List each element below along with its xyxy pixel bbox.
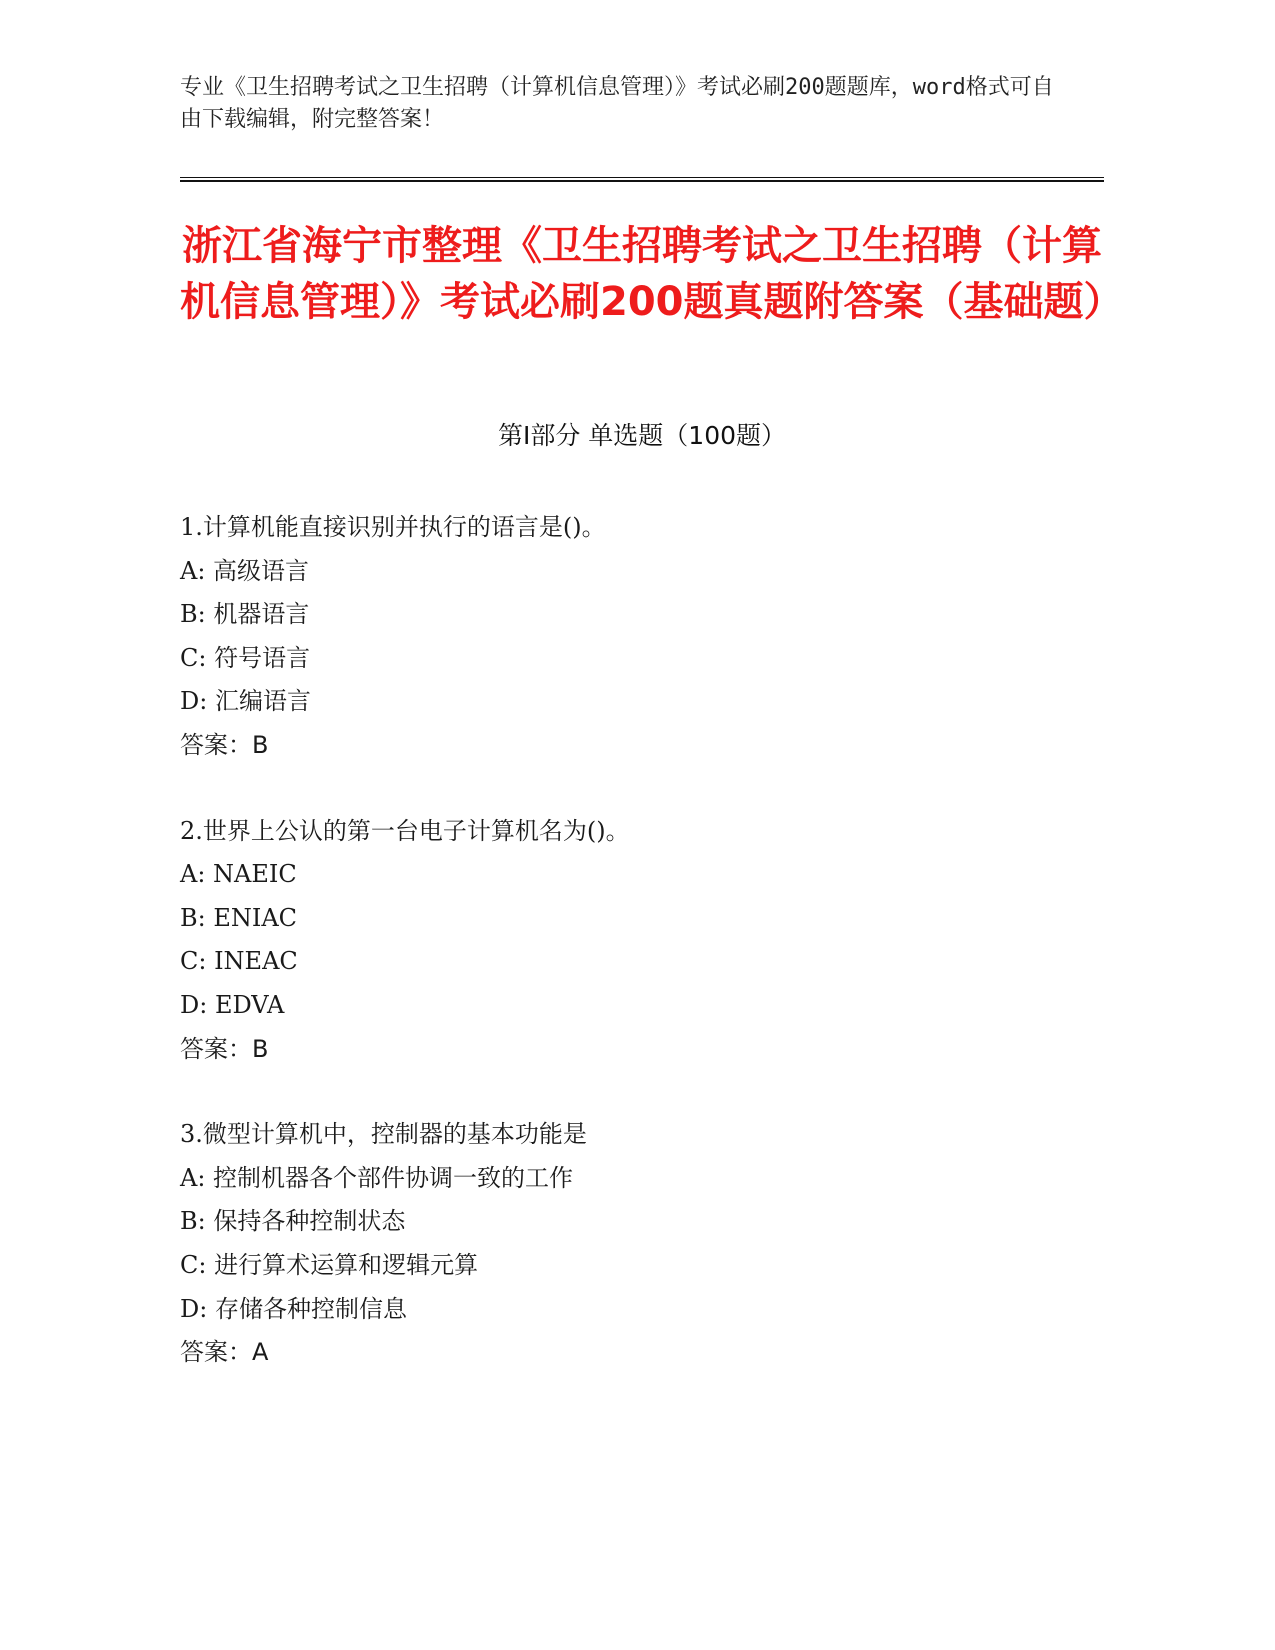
option-a: A: NAEIC [180, 860, 297, 889]
option-c: C: INEAC [180, 947, 298, 976]
question-2 [180, 810, 1104, 1072]
option-a: A: 控制机器各个部件协调一致的工作 [180, 1163, 574, 1192]
question-stem: 3.微型计算机中，控制器的基本功能是 [180, 1120, 587, 1149]
option-a: A: 高级语言 [180, 556, 310, 585]
section-heading: 第Ⅰ部分 单选题（100题） [497, 421, 787, 450]
question-list [180, 506, 1104, 1417]
option-b: B: ENIAC [180, 903, 298, 932]
question-3 [180, 1113, 1104, 1375]
option-b: B: 保持各种控制状态 [180, 1207, 406, 1236]
answer-line: 答案：B [180, 1034, 269, 1063]
header-divider [180, 177, 1104, 182]
option-b: B: 机器语言 [180, 600, 310, 629]
option-c: C: 符号语言 [180, 643, 311, 672]
option-d: D: 汇编语言 [180, 687, 311, 716]
document-title: 浙江省海宁市整理《卫生招聘考试之卫生招聘（计算机信息管理）》考试必刷200题真题附答案（基础题） [180, 223, 1124, 325]
answer-line: 答案：A [180, 1338, 269, 1367]
document-header-note: 专业《卫生招聘考试之卫生招聘（计算机信息管理）》考试必刷200题题库，word格式可自由下载编辑，附完整答案！ [180, 75, 1054, 132]
option-c: C: 进行算术运算和逻辑元算 [180, 1250, 479, 1279]
question-stem: 2.世界上公认的第一台电子计算机名为()。 [180, 816, 630, 845]
question-stem: 1.计算机能直接识别并执行的语言是()。 [180, 513, 606, 541]
question-1 [180, 506, 1104, 768]
option-d: D: EDVA [180, 990, 285, 1019]
option-d: D: 存储各种控制信息 [180, 1294, 407, 1323]
answer-line: 答案：B [180, 730, 269, 759]
